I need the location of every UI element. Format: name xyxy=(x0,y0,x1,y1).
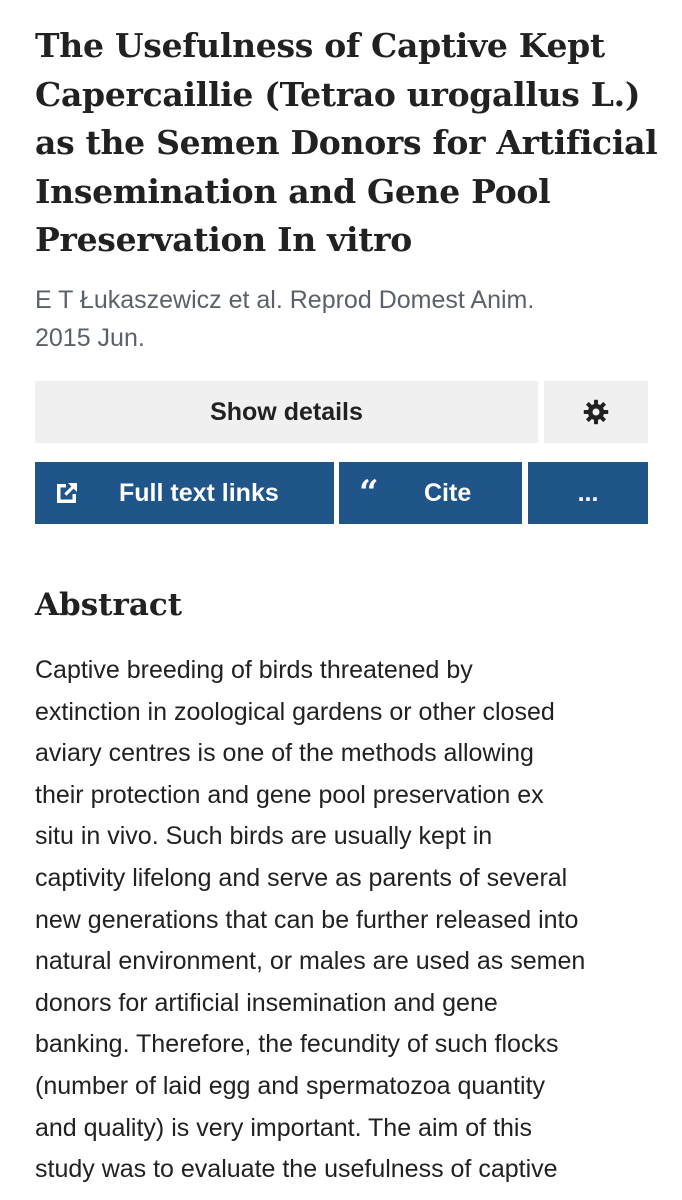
gear-icon xyxy=(582,398,610,426)
abstract-heading: Abstract xyxy=(35,587,183,623)
abstract-line: (number of laid egg and spermatozoa quantity xyxy=(35,1071,546,1100)
cite-button[interactable] xyxy=(339,462,522,524)
article-title-line: The Usefulness of Captive Kept xyxy=(35,26,605,65)
abstract-line: and quality) is very important. The aim of this xyxy=(35,1113,532,1142)
show-details-button[interactable] xyxy=(35,381,538,443)
abstract-line: new generations that can be further released into xyxy=(35,905,579,934)
article-title-line: Preservation In vitro xyxy=(35,220,412,259)
full-text-links-label: Full text links xyxy=(119,479,279,507)
external-link-icon xyxy=(55,481,79,505)
abstract-line: their protection and gene pool preservation ex xyxy=(35,780,544,809)
abstract-line: study was to evaluate the usefulness of captive xyxy=(35,1155,558,1184)
abstract-line: banking. Therefore, the fecundity of such flocks xyxy=(35,1030,559,1059)
abstract-line: situ in vivo. Such birds are usually kept in xyxy=(35,822,493,851)
abstract-line: aviary centres is one of the methods allowing xyxy=(35,739,534,768)
abstract-line: extinction in zoological gardens or other closed xyxy=(35,697,555,726)
more-actions-button[interactable] xyxy=(528,462,648,524)
full-text-links-button[interactable] xyxy=(35,462,334,524)
article-citation xyxy=(35,281,649,357)
abstract-line: captivity lifelong and serve as parents of several xyxy=(35,863,568,892)
abstract-line: natural environment, or males are used as semen xyxy=(35,947,586,976)
abstract-text xyxy=(35,650,649,1191)
quote-icon: “ xyxy=(359,473,379,513)
more-actions-label: ... xyxy=(577,479,599,507)
citation-line: E T Łukaszewicz et al. Reprod Domest Anim. xyxy=(35,286,535,314)
article-title-line: as the Semen Donors for Artificial xyxy=(35,123,658,162)
cite-label: Cite xyxy=(424,479,472,507)
article-title-line: Capercaillie (Tetrao urogallus L.) xyxy=(35,74,641,114)
article-title xyxy=(35,22,660,265)
article-title-line: Insemination and Gene Pool xyxy=(35,171,551,211)
abstract-line: donors for artificial insemination and gene xyxy=(35,988,498,1017)
citation-line: 2015 Jun. xyxy=(35,324,145,352)
abstract-line: Captive breeding of birds threatened by xyxy=(35,656,473,684)
settings-button[interactable] xyxy=(544,381,648,443)
show-details-label: Show details xyxy=(210,397,363,426)
